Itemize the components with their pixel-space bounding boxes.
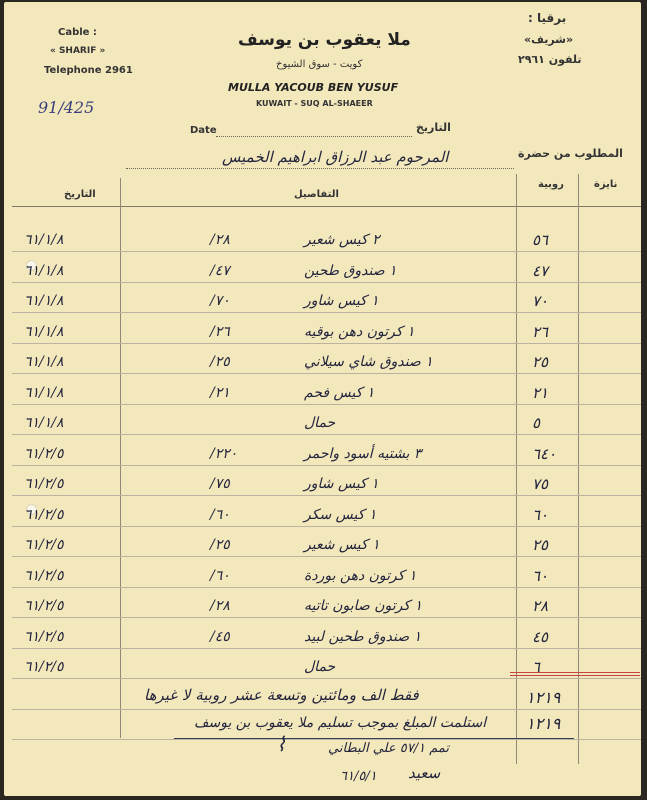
row-date: ٦١/٢/٥ — [24, 445, 64, 462]
row-date: ٦١/٢/٥ — [24, 598, 64, 614]
ruled-line — [12, 556, 641, 557]
row-date: ٦١/٢/٥ — [24, 567, 64, 584]
cable-label: Cable : — [58, 27, 97, 38]
column-header-anna: نايزة — [594, 179, 618, 190]
row-date: ٦١/١/٨ — [24, 384, 64, 401]
recipient-name: المرحوم عبد الرزاق ابراهيم الخميس — [222, 148, 449, 166]
row-date: ٦١/١/٨ — [24, 232, 64, 248]
row-description: ١ كرتون دهن بوردة — [304, 567, 417, 584]
date-label-arabic: التاريخ — [416, 121, 451, 134]
recipient-underline — [126, 168, 514, 169]
row-rupee: ٤٥ — [532, 627, 549, 646]
row-rupee: ٢١ — [532, 383, 549, 402]
arabic-phone: تلفون ٢٩٦١ — [518, 53, 582, 66]
row-date: ٦١/١/٨ — [24, 354, 64, 370]
column-header-rupee: روبية — [538, 179, 564, 190]
english-address: KUWAIT - SUQ AL-SHAEER — [256, 99, 373, 108]
row-description: ٢ كيس شعير — [304, 232, 380, 248]
row-unit-price: ٢٥/ — [210, 354, 230, 370]
row-description: ١ كيس سكر — [304, 506, 377, 523]
row-rupee: ٦٠ — [532, 505, 549, 524]
ruled-line — [12, 404, 641, 405]
row-date: ٦١/٢/٥ — [24, 537, 64, 553]
row-description: حمال — [304, 415, 336, 431]
ruled-line — [12, 739, 641, 740]
row-date: ٦١/٢/٥ — [24, 476, 64, 492]
row-rupee: ٤٧ — [532, 261, 549, 280]
header-rule — [12, 206, 641, 207]
ruled-line — [12, 678, 641, 679]
date-underline — [216, 136, 412, 137]
row-description: ١ كيس شاور — [304, 476, 379, 492]
reference-number: 91/425 — [38, 98, 95, 117]
ruled-line — [12, 617, 641, 618]
row-unit-price: ٤٧/ — [210, 262, 230, 279]
column-header-details: التفاصيل — [294, 189, 339, 200]
ruled-line — [12, 709, 641, 710]
row-rupee: ٧٠ — [532, 292, 549, 310]
row-description: ١ كيس شاور — [304, 293, 379, 309]
recipient-label: المطلوب من حضرة — [518, 147, 623, 160]
row-unit-price: ٤٥/ — [210, 628, 230, 645]
ruled-line — [12, 343, 641, 344]
receipt-underline — [174, 738, 574, 739]
row-date: ٦١/٢/٥ — [24, 506, 64, 523]
row-rupee: ٢٨ — [532, 597, 549, 615]
ruled-line — [12, 465, 641, 466]
row-rupee: ٥٦ — [532, 231, 549, 249]
total-red-rule-2 — [510, 675, 640, 676]
column-divider-date — [120, 178, 121, 738]
arabic-company-name: ملا يعقوب بن يوسف — [238, 30, 411, 50]
row-date: ٦١/١/٨ — [24, 415, 64, 431]
total-red-rule — [510, 672, 640, 673]
arabic-address: كويت - سوق الشيوخ — [276, 59, 363, 70]
ruled-line — [12, 282, 641, 283]
row-date: ٦١/٢/٥ — [24, 628, 64, 645]
row-unit-price: ٢٥/ — [210, 537, 230, 553]
total-amount: ١٢١٩ — [526, 688, 561, 707]
row-date: ٦١/٢/٥ — [24, 659, 64, 675]
total-in-words: فقط الف ومائتين وتسعة عشر روبية لا غيرها — [144, 686, 419, 704]
row-rupee: ٢٥ — [532, 353, 549, 371]
row-rupee: ٥ — [532, 414, 541, 432]
row-unit-price: ٧٥/ — [210, 476, 230, 492]
row-description: ٣ بشتيه أسود واحمر — [304, 445, 422, 462]
invoice-page — [4, 2, 641, 796]
english-company-name: MULLA YACOUB BEN YUSUF — [228, 81, 399, 94]
row-description: ١ صندوق طحين لبيد — [304, 628, 422, 645]
ruled-line — [12, 495, 641, 496]
column-header-date: التاريخ — [64, 189, 96, 200]
ruled-line — [12, 251, 641, 252]
row-rupee: ٦٠ — [532, 566, 549, 585]
signatory-signature: سعيد — [408, 764, 441, 782]
row-rupee: ٧٥ — [532, 475, 549, 493]
final-date: ٦١/٥/١ — [340, 769, 377, 784]
ruled-line — [12, 373, 641, 374]
row-unit-price: ٢١/ — [210, 384, 230, 401]
row-unit-price: ٢٦/ — [210, 323, 230, 340]
ruled-line — [12, 312, 641, 313]
ruled-line — [12, 587, 641, 588]
receipt-note: استلمت المبلغ بموجب تسليم ملا يعقوب بن يوسف — [194, 715, 487, 731]
row-unit-price: ٦٠/ — [210, 567, 230, 584]
date-label: Date — [190, 125, 217, 136]
row-unit-price: ٧٠/ — [210, 293, 230, 309]
row-unit-price: ٢٨/ — [210, 232, 230, 248]
row-unit-price: ٢٢٠/ — [210, 445, 238, 462]
row-rupee: ٢٥ — [532, 536, 549, 554]
row-rupee: ٦٤٠ — [532, 444, 557, 463]
receipt-amount: ١٢١٩ — [526, 714, 561, 733]
arabic-cable-label: برقيا : — [528, 11, 567, 25]
row-rupee: ٦ — [532, 658, 541, 676]
row-description: حمال — [304, 659, 336, 675]
cable-value: « SHARIF » — [50, 46, 106, 56]
row-description: ١ كرتون صابون تاتيه — [304, 598, 423, 614]
row-date: ٦١/١/٨ — [24, 262, 64, 279]
row-description: ١ كرتون دهن بوقيه — [304, 323, 415, 340]
telephone: Telephone 2961 — [44, 65, 133, 76]
row-rupee: ٢٦ — [532, 322, 549, 341]
ruled-line — [12, 526, 641, 527]
row-description: ١ صندوق طحين — [304, 262, 397, 279]
row-description: ١ كيس فحم — [304, 384, 375, 401]
row-unit-price: ٢٨/ — [210, 598, 230, 614]
row-description: ١ صندوق شاي سيلاني — [304, 354, 433, 370]
signature-line: تمم ٥٧/١ علي البطاني — [328, 741, 449, 756]
arabic-cable-value: «شريف» — [524, 33, 574, 46]
row-unit-price: ٦٠/ — [210, 506, 230, 523]
row-date: ٦١/١/٨ — [24, 323, 64, 340]
row-description: ١ كيس شعير — [304, 537, 380, 553]
ruled-line — [12, 434, 641, 435]
first-signature: ⌇ — [276, 732, 286, 756]
ruled-line — [12, 648, 641, 649]
row-date: ٦١/١/٨ — [24, 293, 64, 309]
